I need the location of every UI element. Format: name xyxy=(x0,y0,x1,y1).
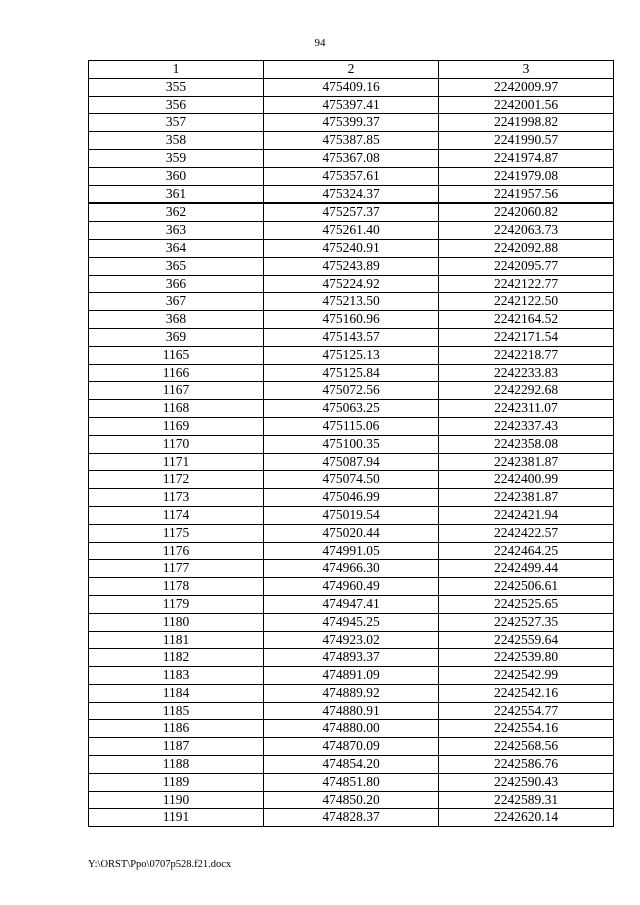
x-coordinate-cell: 474854.20 xyxy=(264,756,439,774)
x-coordinate-cell: 475409.16 xyxy=(264,78,439,96)
y-coordinate-cell: 2242358.08 xyxy=(439,435,614,453)
x-coordinate-cell: 475387.85 xyxy=(264,132,439,150)
table-row xyxy=(89,489,614,507)
table-row xyxy=(89,167,614,185)
table-row xyxy=(89,773,614,791)
x-coordinate-cell: 475160.96 xyxy=(264,311,439,329)
y-coordinate-cell: 2242506.61 xyxy=(439,578,614,596)
table-row xyxy=(89,328,614,346)
y-coordinate-cell: 2242586.76 xyxy=(439,756,614,774)
point-number-cell: 365 xyxy=(89,257,264,275)
x-coordinate-cell: 475240.91 xyxy=(264,239,439,257)
table-row xyxy=(89,738,614,756)
x-coordinate-cell: 475224.92 xyxy=(264,275,439,293)
table-row xyxy=(89,417,614,435)
table-row xyxy=(89,578,614,596)
y-coordinate-cell: 2242311.07 xyxy=(439,400,614,418)
point-number-cell: 1178 xyxy=(89,578,264,596)
point-number-cell: 1165 xyxy=(89,346,264,364)
point-number-cell: 1179 xyxy=(89,595,264,613)
x-coordinate-cell: 475243.89 xyxy=(264,257,439,275)
x-coordinate-cell: 475397.41 xyxy=(264,96,439,114)
y-coordinate-cell: 2242292.68 xyxy=(439,382,614,400)
y-coordinate-cell: 2242337.43 xyxy=(439,417,614,435)
table-row xyxy=(89,400,614,418)
point-number-cell: 356 xyxy=(89,96,264,114)
x-coordinate-cell: 474947.41 xyxy=(264,595,439,613)
x-coordinate-cell: 474960.49 xyxy=(264,578,439,596)
column-header-2: 2 xyxy=(264,61,439,79)
point-number-cell: 364 xyxy=(89,239,264,257)
point-number-cell: 363 xyxy=(89,222,264,240)
x-coordinate-cell: 474889.92 xyxy=(264,684,439,702)
x-coordinate-cell: 474966.30 xyxy=(264,560,439,578)
y-coordinate-cell: 2242554.16 xyxy=(439,720,614,738)
point-number-cell: 1170 xyxy=(89,435,264,453)
coordinates-table xyxy=(88,60,614,827)
table-row xyxy=(89,382,614,400)
point-number-cell: 1185 xyxy=(89,702,264,720)
y-coordinate-cell: 2242060.82 xyxy=(439,203,614,221)
y-coordinate-cell: 2242063.73 xyxy=(439,222,614,240)
y-coordinate-cell: 2242568.56 xyxy=(439,738,614,756)
x-coordinate-cell: 475367.08 xyxy=(264,149,439,167)
y-coordinate-cell: 2242092.88 xyxy=(439,239,614,257)
point-number-cell: 1177 xyxy=(89,560,264,578)
table-row xyxy=(89,96,614,114)
y-coordinate-cell: 2242400.99 xyxy=(439,471,614,489)
x-coordinate-cell: 475074.50 xyxy=(264,471,439,489)
y-coordinate-cell: 2242464.25 xyxy=(439,542,614,560)
point-number-cell: 355 xyxy=(89,78,264,96)
x-coordinate-cell: 475046.99 xyxy=(264,489,439,507)
y-coordinate-cell: 2242421.94 xyxy=(439,506,614,524)
table-row xyxy=(89,364,614,382)
y-coordinate-cell: 2242422.57 xyxy=(439,524,614,542)
table-row xyxy=(89,809,614,827)
table-row xyxy=(89,435,614,453)
point-number-cell: 1184 xyxy=(89,684,264,702)
y-coordinate-cell: 2242381.87 xyxy=(439,453,614,471)
y-coordinate-cell: 2242122.50 xyxy=(439,293,614,311)
x-coordinate-cell: 474851.80 xyxy=(264,773,439,791)
y-coordinate-cell: 2242164.52 xyxy=(439,311,614,329)
table-row xyxy=(89,185,614,203)
table-row xyxy=(89,667,614,685)
point-number-cell: 1175 xyxy=(89,524,264,542)
column-header-3: 3 xyxy=(439,61,614,79)
x-coordinate-cell: 475125.84 xyxy=(264,364,439,382)
table-row xyxy=(89,649,614,667)
y-coordinate-cell: 2242554.77 xyxy=(439,702,614,720)
point-number-cell: 1191 xyxy=(89,809,264,827)
y-coordinate-cell: 2242620.14 xyxy=(439,809,614,827)
table-row xyxy=(89,791,614,809)
point-number-cell: 1190 xyxy=(89,791,264,809)
table-row xyxy=(89,203,614,221)
column-header-1: 1 xyxy=(89,61,264,79)
y-coordinate-cell: 2242499.44 xyxy=(439,560,614,578)
table-row xyxy=(89,132,614,150)
page-number: 94 xyxy=(314,37,326,49)
y-coordinate-cell: 2242009.97 xyxy=(439,78,614,96)
y-coordinate-cell: 2242525.65 xyxy=(439,595,614,613)
table-row xyxy=(89,542,614,560)
x-coordinate-cell: 475213.50 xyxy=(264,293,439,311)
y-coordinate-cell: 2242381.87 xyxy=(439,489,614,507)
table-row xyxy=(89,684,614,702)
point-number-cell: 366 xyxy=(89,275,264,293)
point-number-cell: 1189 xyxy=(89,773,264,791)
x-coordinate-cell: 475072.56 xyxy=(264,382,439,400)
x-coordinate-cell: 475063.25 xyxy=(264,400,439,418)
y-coordinate-cell: 2242218.77 xyxy=(439,346,614,364)
point-number-cell: 1186 xyxy=(89,720,264,738)
x-coordinate-cell: 474880.91 xyxy=(264,702,439,720)
footer-file-path: Y:\ORST\Ppo\0707p528.f21.docx xyxy=(88,859,232,870)
point-number-cell: 1169 xyxy=(89,417,264,435)
x-coordinate-cell: 474945.25 xyxy=(264,613,439,631)
point-number-cell: 1172 xyxy=(89,471,264,489)
table-row xyxy=(89,471,614,489)
y-coordinate-cell: 2242590.43 xyxy=(439,773,614,791)
table-row xyxy=(89,524,614,542)
y-coordinate-cell: 2241998.82 xyxy=(439,114,614,132)
point-number-cell: 361 xyxy=(89,185,264,203)
table-row xyxy=(89,756,614,774)
point-number-cell: 359 xyxy=(89,149,264,167)
x-coordinate-cell: 474850.20 xyxy=(264,791,439,809)
y-coordinate-cell: 2242542.16 xyxy=(439,684,614,702)
x-coordinate-cell: 474991.05 xyxy=(264,542,439,560)
table-row xyxy=(89,613,614,631)
x-coordinate-cell: 474891.09 xyxy=(264,667,439,685)
table-row xyxy=(89,453,614,471)
y-coordinate-cell: 2242171.54 xyxy=(439,328,614,346)
table-row xyxy=(89,114,614,132)
table-row xyxy=(89,257,614,275)
point-number-cell: 369 xyxy=(89,328,264,346)
point-number-cell: 1181 xyxy=(89,631,264,649)
x-coordinate-cell: 475125.13 xyxy=(264,346,439,364)
point-number-cell: 367 xyxy=(89,293,264,311)
x-coordinate-cell: 475257.37 xyxy=(264,203,439,221)
point-number-cell: 1168 xyxy=(89,400,264,418)
point-number-cell: 1187 xyxy=(89,738,264,756)
y-coordinate-cell: 2242095.77 xyxy=(439,257,614,275)
table-row xyxy=(89,631,614,649)
point-number-cell: 1166 xyxy=(89,364,264,382)
point-number-cell: 1173 xyxy=(89,489,264,507)
y-coordinate-cell: 2242233.83 xyxy=(439,364,614,382)
point-number-cell: 368 xyxy=(89,311,264,329)
table-row xyxy=(89,595,614,613)
y-coordinate-cell: 2241990.57 xyxy=(439,132,614,150)
table-row xyxy=(89,78,614,96)
table-row xyxy=(89,239,614,257)
x-coordinate-cell: 475261.40 xyxy=(264,222,439,240)
x-coordinate-cell: 474828.37 xyxy=(264,809,439,827)
point-number-cell: 1182 xyxy=(89,649,264,667)
y-coordinate-cell: 2242589.31 xyxy=(439,791,614,809)
y-coordinate-cell: 2242122.77 xyxy=(439,275,614,293)
table-header-row xyxy=(89,61,614,79)
point-number-cell: 1176 xyxy=(89,542,264,560)
x-coordinate-cell: 475087.94 xyxy=(264,453,439,471)
point-number-cell: 1171 xyxy=(89,453,264,471)
x-coordinate-cell: 475020.44 xyxy=(264,524,439,542)
y-coordinate-cell: 2241979.08 xyxy=(439,167,614,185)
y-coordinate-cell: 2241974.87 xyxy=(439,149,614,167)
point-number-cell: 1174 xyxy=(89,506,264,524)
table-row xyxy=(89,275,614,293)
y-coordinate-cell: 2242559.64 xyxy=(439,631,614,649)
table-row xyxy=(89,346,614,364)
y-coordinate-cell: 2242527.35 xyxy=(439,613,614,631)
point-number-cell: 1167 xyxy=(89,382,264,400)
y-coordinate-cell: 2242539.80 xyxy=(439,649,614,667)
point-number-cell: 357 xyxy=(89,114,264,132)
point-number-cell: 358 xyxy=(89,132,264,150)
point-number-cell: 1188 xyxy=(89,756,264,774)
x-coordinate-cell: 475399.37 xyxy=(264,114,439,132)
x-coordinate-cell: 475143.57 xyxy=(264,328,439,346)
point-number-cell: 1183 xyxy=(89,667,264,685)
table-row xyxy=(89,720,614,738)
table-row xyxy=(89,702,614,720)
table-row xyxy=(89,149,614,167)
x-coordinate-cell: 475115.06 xyxy=(264,417,439,435)
x-coordinate-cell: 474893.37 xyxy=(264,649,439,667)
table-body xyxy=(89,78,614,826)
table-row xyxy=(89,560,614,578)
x-coordinate-cell: 474880.00 xyxy=(264,720,439,738)
point-number-cell: 362 xyxy=(89,203,264,221)
x-coordinate-cell: 475019.54 xyxy=(264,506,439,524)
y-coordinate-cell: 2242001.56 xyxy=(439,96,614,114)
x-coordinate-cell: 474923.02 xyxy=(264,631,439,649)
x-coordinate-cell: 475100.35 xyxy=(264,435,439,453)
x-coordinate-cell: 475324.37 xyxy=(264,185,439,203)
x-coordinate-cell: 474870.09 xyxy=(264,738,439,756)
y-coordinate-cell: 2242542.99 xyxy=(439,667,614,685)
table-row xyxy=(89,293,614,311)
point-number-cell: 360 xyxy=(89,167,264,185)
x-coordinate-cell: 475357.61 xyxy=(264,167,439,185)
table-row xyxy=(89,222,614,240)
table-row xyxy=(89,506,614,524)
point-number-cell: 1180 xyxy=(89,613,264,631)
y-coordinate-cell: 2241957.56 xyxy=(439,185,614,203)
table-row xyxy=(89,311,614,329)
